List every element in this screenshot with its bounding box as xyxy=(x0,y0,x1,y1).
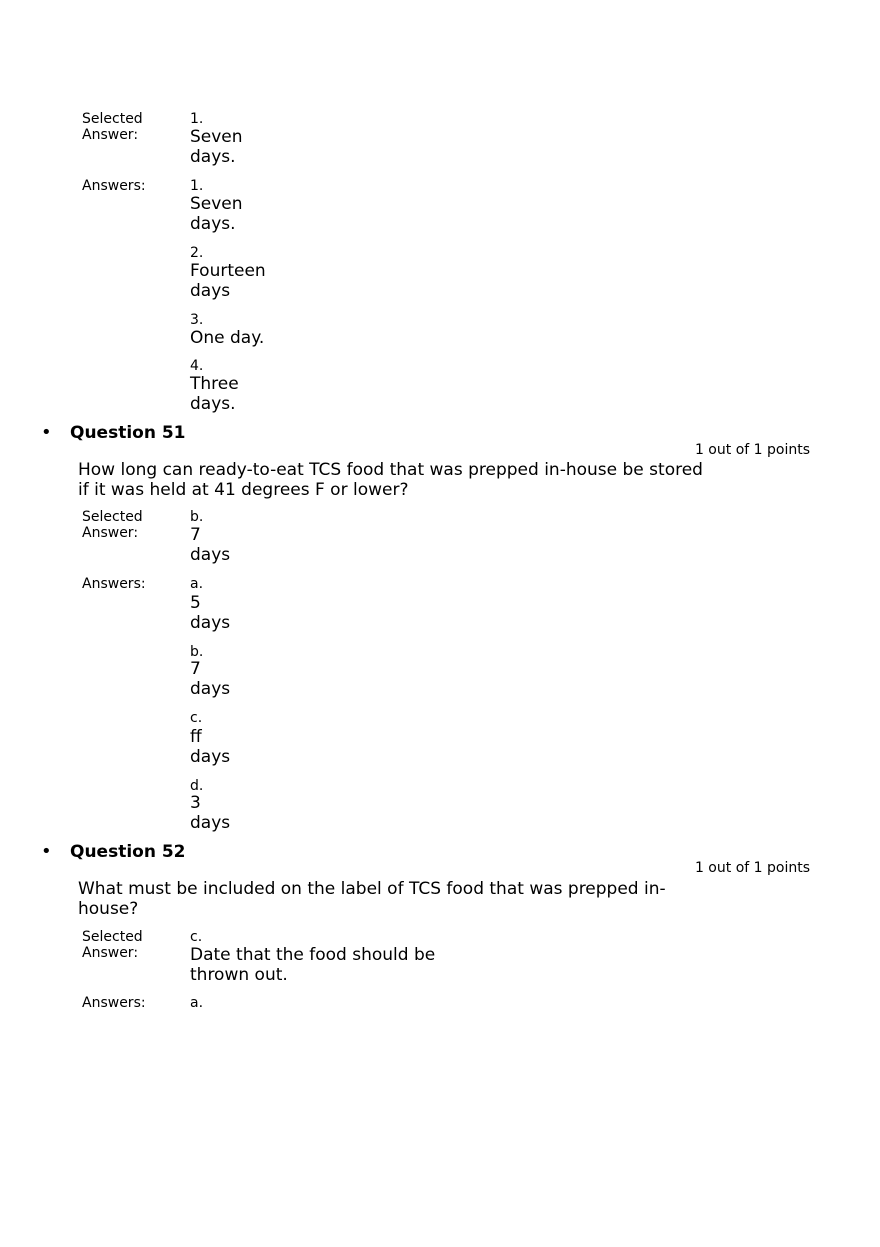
answers-label: Answers: xyxy=(82,576,146,592)
answer-letter: a. xyxy=(190,576,204,592)
answer-option: Seven days. xyxy=(190,194,243,234)
answer-option: Three days. xyxy=(190,374,239,414)
question-text: What must be included on the label of TCS food that was prepped in- house? xyxy=(78,879,666,919)
selected-answer-text: 7 days xyxy=(190,525,231,565)
selected-answer-label: Selected Answer: xyxy=(82,111,143,143)
selected-answer-text: Seven days. xyxy=(190,127,243,167)
answer-letter: 1. xyxy=(190,178,204,194)
answer-option: 3 days xyxy=(190,793,231,833)
answer-option: One day. xyxy=(190,328,265,348)
question-text: How long can ready-to-eat TCS food that was prepped in-house be stored if it was held at 41 degrees F or lower? xyxy=(78,460,703,500)
selected-answer-letter: b. xyxy=(190,509,204,525)
question-title: Question 51 xyxy=(70,423,186,443)
answers-label: Answers: xyxy=(82,995,146,1011)
question-bullet: • xyxy=(41,422,52,443)
question-title: Question 52 xyxy=(70,842,186,862)
question-points: 1 out of 1 points xyxy=(694,442,810,458)
question-bullet: • xyxy=(41,841,52,862)
answer-option: 5 days xyxy=(190,593,231,633)
answer-option: Fourteen days xyxy=(190,261,266,301)
selected-answer-label: Selected Answer: xyxy=(82,509,143,541)
answer-letter: 3. xyxy=(190,312,204,328)
question-points: 1 out of 1 points xyxy=(694,860,810,876)
answer-option: 7 days xyxy=(190,659,231,699)
selected-answer-text: Date that the food should be thrown out. xyxy=(190,945,436,985)
answer-letter: b. xyxy=(190,644,204,660)
answer-letter: c. xyxy=(190,710,203,726)
answer-letter: 4. xyxy=(190,358,204,374)
selected-answer-label: Selected Answer: xyxy=(82,929,143,961)
selected-answer-letter: 1. xyxy=(190,111,204,127)
answers-label: Answers: xyxy=(82,178,146,194)
answer-letter: d. xyxy=(190,778,204,794)
answer-letter: a. xyxy=(190,995,204,1011)
answer-letter: 2. xyxy=(190,245,204,261)
answer-option: ff days xyxy=(190,727,231,767)
selected-answer-letter: c. xyxy=(190,929,203,945)
